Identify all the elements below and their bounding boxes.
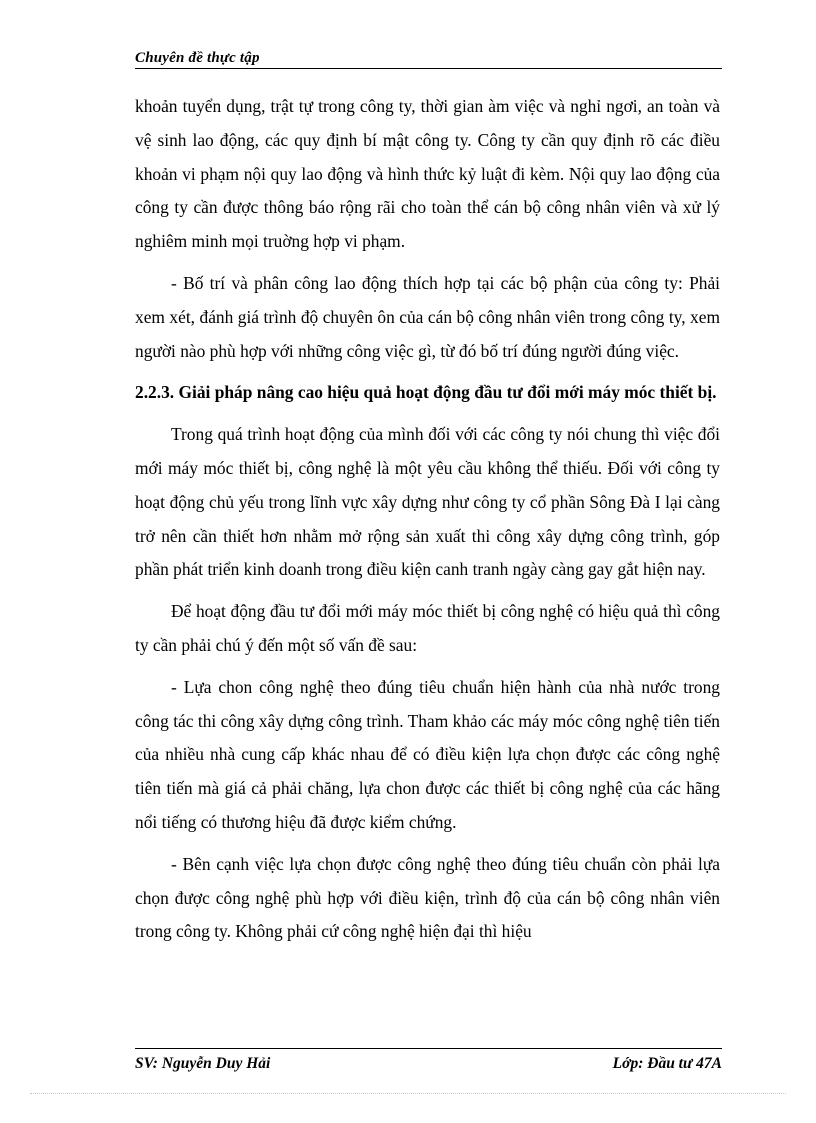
document-body <box>135 90 720 957</box>
paragraph-continuation: khoản tuyển dụng, trật tự trong công ty, thời gian àm việc và nghỉ ngơi, an toàn và vệ sinh lao động, các quy định bí mật công ty. Công ty cần quy định rõ các điều khoản vi phạm nội quy lao động và hình thức kỷ luật đi kèm. Nội quy lao động của công ty cần được thông báo rộng rãi cho toàn thể cán bộ công nhân viên và xử lý nghiêm minh mọi truờng hợp vi phạm. <box>135 96 720 252</box>
footer-class: Lớp: Đầu tư 47A <box>612 1055 722 1072</box>
page-footer <box>135 1048 722 1073</box>
page-header <box>135 48 722 69</box>
paragraph-requirements: Để hoạt động đầu tư đổi mới máy móc thiết bị công nghệ có hiệu quả thì công ty cần phải chú ý đến một số vấn đề sau: <box>135 601 720 655</box>
paragraph-intro: Trong quá trình hoạt động của mình đối với các công ty nói chung thì việc đổi mới máy móc thiết bị, công nghệ là một yêu cầu không thể thiếu. Đối với công ty hoạt động chủ yếu trong lĩnh vực xây dựng như công ty cổ phần Sông Đà I lại càng trở nên cần thiết hơn nhằm mở rộng sản xuất thi công xây dựng công trình, góp phần phát triển kinh doanh trong điều kiện canh tranh ngày càng gay gắt hiện nay. <box>135 424 720 580</box>
page-bottom-divider <box>30 1093 786 1094</box>
paragraph-bullet-suitability: - Bên cạnh việc lựa chọn được công nghệ theo đúng tiêu chuẩn còn phải lựa chọn được công nghệ phù hợp với điều kiện, trình độ của cán bộ công nhân viên trong công ty. Không phải cứ công nghệ hiện đại thì hiệu <box>135 853 720 942</box>
paragraph-bullet-standards: - Lựa chon công nghệ theo đúng tiêu chuẩn hiện hành của nhà nước trong công tác thi công xây dựng công trình. Tham khảo các máy móc công nghệ tiên tiến của nhiều nhà cung cấp khác nhau để có điều kiện lựa chọn được các công nghệ tiên tiến mà giá cả phải chăng, lựa chon được các thiết bị công nghệ của các hãng nổi tiếng có thương hiệu đã được kiểm chứng. <box>135 676 720 832</box>
footer-student: SV: Nguyễn Duy Hải <box>135 1055 271 1072</box>
header-title: Chuyên đề thực tập <box>135 50 260 66</box>
paragraph-bullet-staffing: - Bố trí và phân công lao động thích hợp tại các bộ phận của công ty: Phải xem xét, đánh giá trình độ chuyên ôn của cán bộ công nhân viên trong công ty, xem người nào phù hợp với những công việc gì, từ đó bố trí đúng người đúng việc. <box>135 272 720 361</box>
section-heading: 2.2.3. Giải pháp nâng cao hiệu quả hoạt động đầu tư đổi mới máy móc thiết bị. <box>135 382 717 403</box>
